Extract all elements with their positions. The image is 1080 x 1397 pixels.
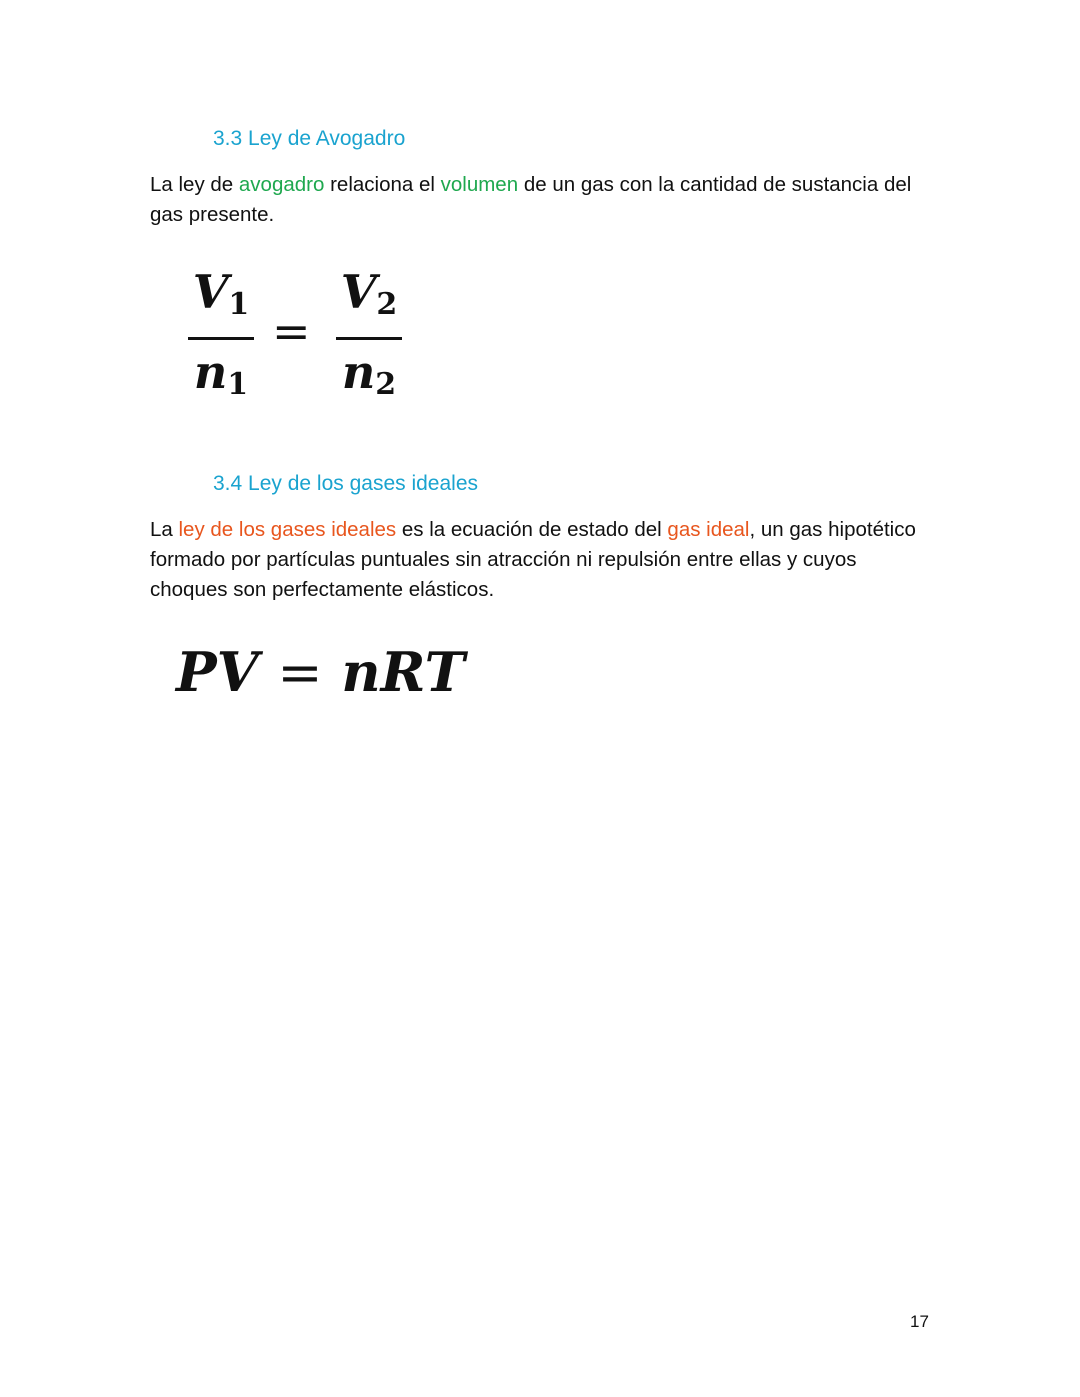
highlight-avogadro: avogadro xyxy=(238,173,325,196)
highlight-ley-gases-ideales: ley de los gases ideales xyxy=(178,518,397,541)
page-number: 17 xyxy=(910,1312,929,1331)
text: es la ecuación de estado del xyxy=(396,518,668,541)
text: , un gas hipotético xyxy=(749,518,916,541)
text: relaciona el xyxy=(324,173,441,196)
var-v: V xyxy=(192,265,229,319)
equals-sign: = xyxy=(277,641,323,704)
formula-ideal-gas xyxy=(176,640,465,704)
paragraph-gases-line-3: choques son perfectamente elásticos. xyxy=(150,578,495,601)
heading-avogadro: 3.3 Ley de Avogadro xyxy=(213,127,406,150)
heading-gases-ideales: 3.4 Ley de los gases ideales xyxy=(213,472,479,495)
text: de un gas con la cantidad de sustancia del xyxy=(518,173,912,196)
formula-lhs: PV xyxy=(176,640,259,704)
fraction-v2-n2 xyxy=(336,264,402,413)
subscript: 1 xyxy=(228,287,250,322)
text: La xyxy=(150,518,179,541)
fraction-bar xyxy=(188,337,254,340)
subscript: 2 xyxy=(375,367,397,402)
subscript: 2 xyxy=(376,287,398,322)
paragraph-avogadro-line-1 xyxy=(150,170,911,200)
paragraph-gases-line-2: formado por partículas puntuales sin atracción ni repulsión entre ellas y cuyos xyxy=(150,548,857,571)
equals-sign: = xyxy=(272,304,311,358)
highlight-volumen: volumen xyxy=(440,173,519,196)
var-n: n xyxy=(341,345,376,399)
fraction-v1-n1 xyxy=(188,264,254,413)
var-v: V xyxy=(340,265,377,319)
highlight-gas-ideal: gas ideal xyxy=(667,518,750,541)
fraction-bar xyxy=(336,337,402,340)
paragraph-gases-line-1 xyxy=(150,515,916,545)
text: La ley de xyxy=(150,173,239,196)
formula-rhs: nRT xyxy=(341,640,465,704)
paragraph-avogadro-line-2: gas presente. xyxy=(150,203,275,226)
subscript: 1 xyxy=(227,367,249,402)
var-n: n xyxy=(193,345,228,399)
